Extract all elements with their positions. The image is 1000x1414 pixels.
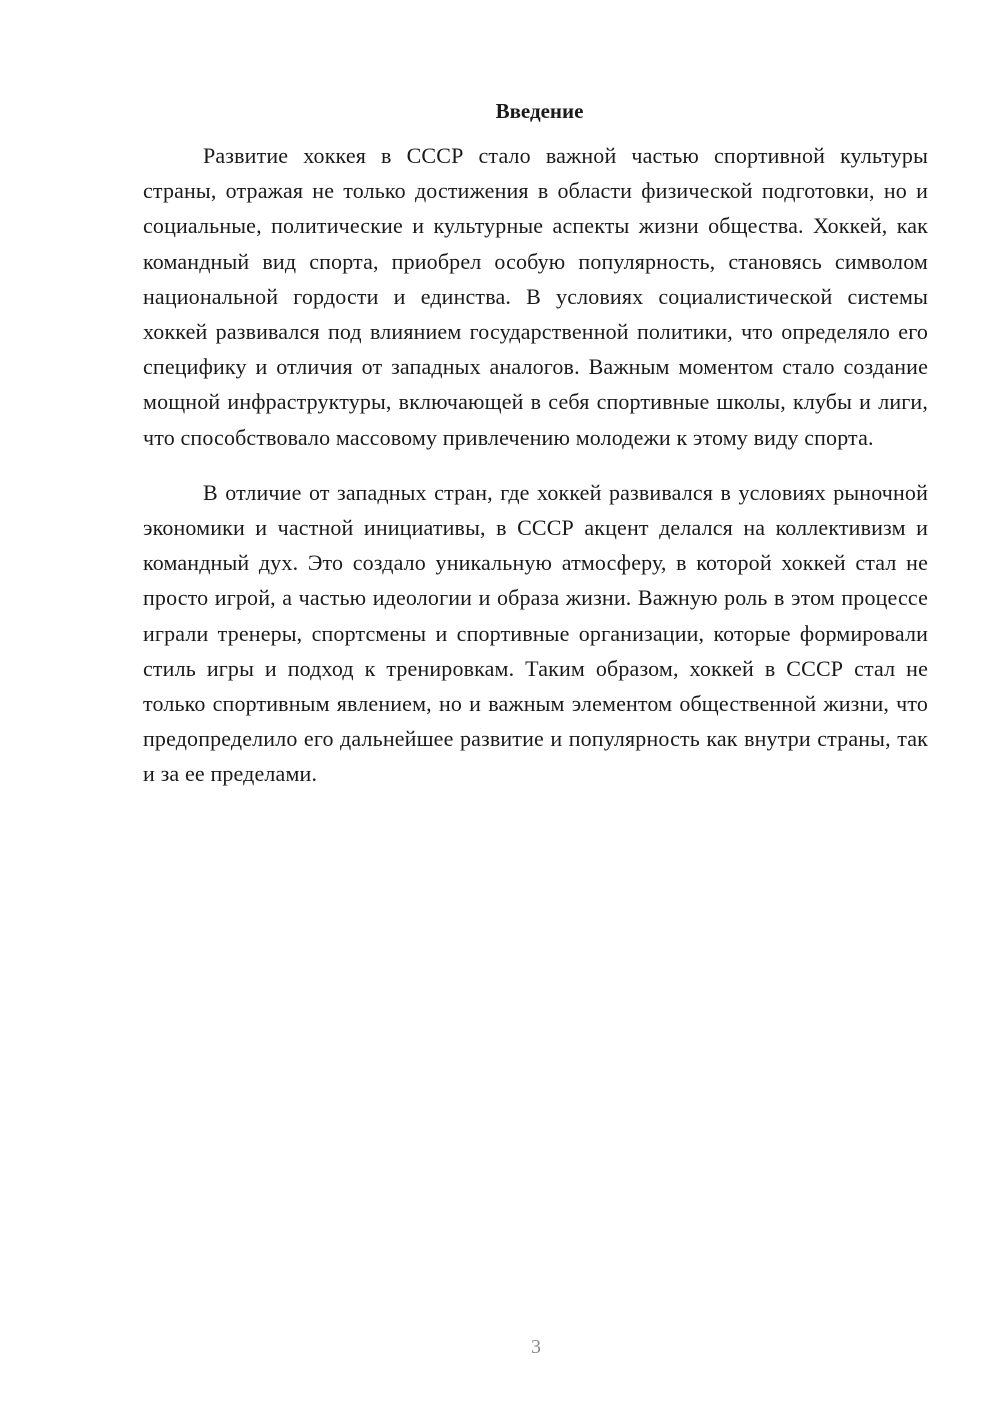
- section-title: Введение: [495, 99, 584, 123]
- page-number: 3: [531, 1336, 541, 1358]
- paragraph-1: Развитие хоккея в СССР стало важной частью спортивной культуры страны, отражая не только достижения в области физической подготовки, но и социальные, политические и культурные аспекты жизни общества. Хоккей, как командный вид спорта, приобрел особую популярность, становясь символом национальной гордости и единства. В условиях социалистической системы хоккей развивался под влиянием государственной политики, что определяло его специфику и отличия от западных аналогов. Важным моментом стало создание мощной инфраструктуры, включающей в себя спортивные школы, клубы и лиги, что способствовало массовому привлечению молодежи к этому виду спорта.: [143, 143, 928, 450]
- page-content: [143, 96, 928, 792]
- paragraph-2: В отличие от западных стран, где хоккей развивался в условиях рыночной экономики и частной инициативы, в СССР акцент делался на коллективизм и командный дух. Это создало уникальную атмосферу, в которой хоккей стал не просто игрой, а частью идеологии и образа жизни. Важную роль в этом процессе играли тренеры, спортсмены и спортивные организации, которые формировали стиль игры и подход к тренировкам. Таким образом, хоккей в СССР стал не только спортивным явлением, но и важным элементом общественной жизни, что предопределило его дальнейшее развитие и популярность как внутри страны, так и за ее пределами.: [143, 479, 928, 787]
